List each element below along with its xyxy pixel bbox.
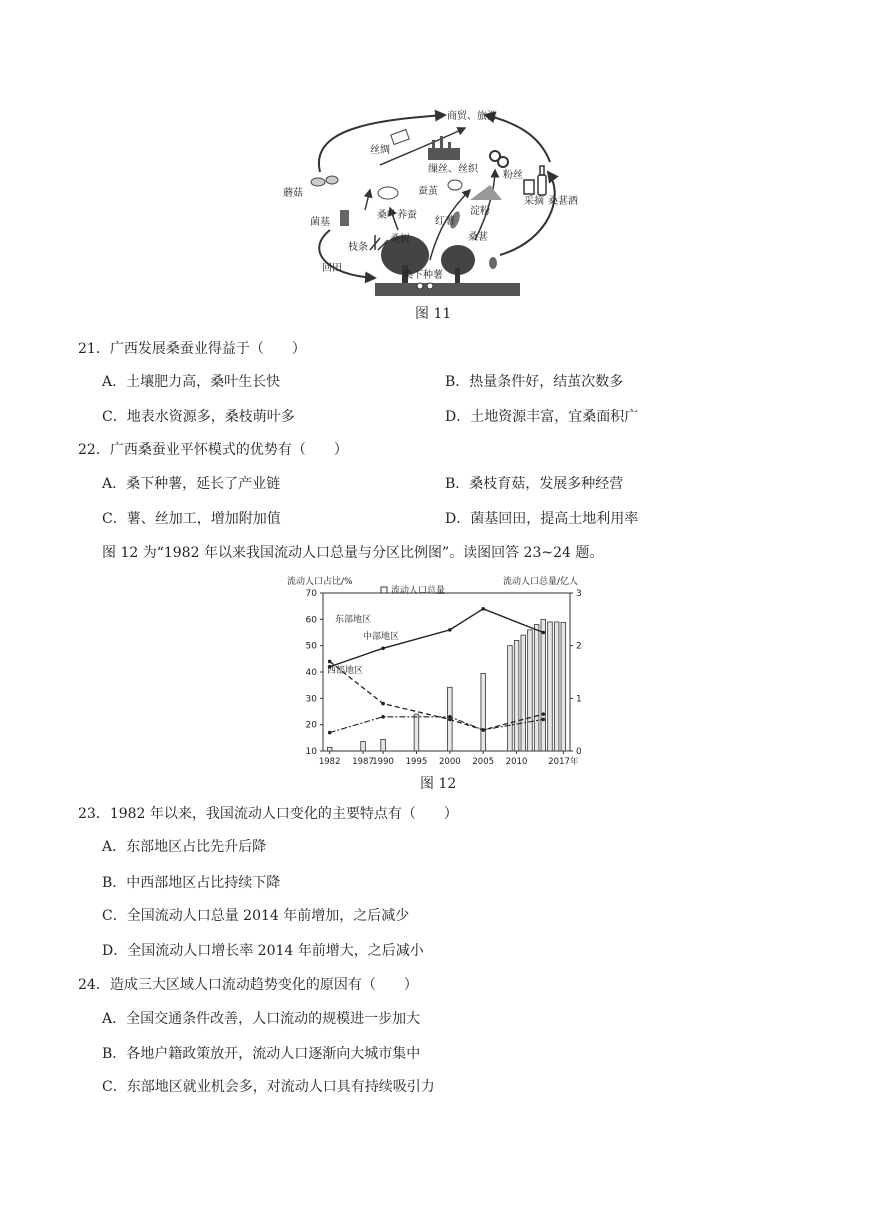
series-point-1 [328, 660, 332, 664]
bar-total-2005 [481, 674, 486, 751]
q24-option-c: C．东部地区就业机会多，对流动人口具有持续吸引力 [102, 1079, 435, 1095]
left-axis-title: 流动人口占比/% [287, 577, 353, 587]
bar-total-2009 [508, 646, 513, 751]
label-silk-cloth: 丝绸 [370, 145, 390, 156]
series-label-1: 中部地区 [363, 632, 400, 642]
q21-option-c: C．地表水资源多，桑枝萌叶多 [102, 409, 295, 425]
series-point-1 [541, 712, 545, 716]
left-tick-label: 30 [305, 694, 317, 705]
q21-option-b: B．热量条件好，结茧次数多 [445, 374, 624, 390]
bar-total-2010 [514, 640, 519, 751]
series-label-2: 西部地区 [327, 666, 364, 676]
q22-stem: 22．广西桑蚕业平怀模式的优势有（ ） [78, 442, 348, 458]
label-starch: 淀粉 [470, 206, 490, 217]
label-branch: 枝条 [348, 242, 368, 253]
right-axis-title: 流动人口总量/亿人 [503, 577, 579, 587]
x-tick-label: 2000 [439, 757, 461, 767]
silkworm-icon [378, 187, 398, 199]
series-point-0 [381, 647, 385, 651]
vermicelli-icon [490, 151, 508, 167]
series-point-0 [541, 631, 545, 635]
x-tick-label: 1982 [318, 757, 341, 767]
bar-total-2015 [548, 622, 553, 751]
right-tick-label: 0 [576, 747, 582, 757]
q23-option-b: B．中西部地区占比持续下降 [102, 875, 281, 891]
x-tick-label: 2010 [505, 757, 528, 767]
series-point-0 [481, 607, 485, 611]
fungus-base-icon [340, 210, 349, 226]
label-fungus-base: 菌基 [310, 217, 330, 228]
bar-total-2016 [554, 622, 559, 751]
x-tick-label: 2017年 [548, 757, 579, 767]
q23-stem: 23．1982 年以来，我国流动人口变化的主要特点有（ ） [78, 806, 458, 822]
q21-option-d: D．土地资源丰富，宜桑面积广 [445, 409, 639, 425]
mulberry-fruit-tree-icon [441, 245, 475, 283]
figure-11-diagram [280, 100, 600, 300]
q22-option-c: C．薯、丝加工，增加附加值 [102, 511, 281, 527]
label-mulberry-fruit: 桑葚 [468, 232, 488, 243]
bar-total-2011 [521, 635, 526, 751]
label-leaf-silkworm: 桑叶养蚕 [377, 210, 417, 221]
series-point-0 [448, 628, 452, 632]
left-tick-label: 60 [305, 615, 317, 626]
x-tick-label: 2005 [472, 757, 495, 767]
bar-total-2017 [561, 622, 566, 751]
series-point-2 [448, 715, 452, 719]
starch-icon [470, 185, 502, 200]
series-point-2 [541, 718, 545, 722]
right-tick-label: 3 [576, 589, 582, 599]
x-tick-label: 1987 [352, 757, 374, 767]
series-point-1 [381, 702, 385, 706]
figure-12-intro: 图 12 为“1982 年以来我国流动人口总量与分区比例图”。读图回答 23~24 题。 [102, 545, 604, 561]
q22-option-d: D．菌基回田，提高土地利用率 [445, 511, 639, 527]
label-reel-weave: 缫丝、丝织 [428, 164, 478, 175]
label-mulberry-wine: 桑葚酒 [548, 196, 578, 207]
label-trade: 商贸、旅游 [447, 111, 497, 122]
left-tick-label: 40 [305, 668, 317, 678]
left-tick-label: 20 [305, 720, 317, 731]
q24-stem: 24．造成三大区域人口流动趋势变化的原因有（ ） [78, 977, 418, 993]
label-mushroom: 蘑菇 [283, 188, 303, 199]
bar-total-1990 [381, 739, 386, 751]
legend-label: 流动人口总量 [391, 586, 446, 596]
q21-stem: 21．广西发展桑蚕业得益于（ ） [78, 341, 306, 357]
left-tick-label: 50 [305, 641, 317, 652]
label-vermicelli: 粉丝 [503, 170, 523, 181]
series-point-2 [481, 728, 485, 732]
bar-total-1995 [414, 714, 419, 751]
label-sweet-potato: 红薯 [435, 216, 455, 227]
label-under-tree: 桑下种薯 [403, 270, 443, 281]
q23-option-c: C．全国流动人口总量 2014 年前增加，之后减少 [102, 908, 410, 924]
figure-11-caption: 图 11 [415, 306, 452, 322]
left-tick-label: 10 [305, 747, 317, 757]
figure-12-chart [285, 573, 605, 768]
label-mulberry-tree: 桑树 [390, 234, 410, 245]
q22-option-a: A．桑下种薯，延长了产业链 [102, 476, 281, 492]
label-picking: 采摘 [524, 196, 544, 207]
bar-total-1982 [327, 747, 332, 751]
series-label-0: 东部地区 [335, 615, 372, 625]
figure-12-caption: 图 12 [420, 776, 457, 792]
right-tick-label: 1 [576, 694, 582, 705]
mushroom-icon [311, 176, 338, 186]
series-point-2 [328, 731, 332, 735]
q23-option-a: A．东部地区占比先升后降 [102, 839, 267, 855]
bar-total-2012 [528, 630, 533, 751]
left-tick-label: 70 [305, 589, 317, 599]
legend-swatch [381, 587, 387, 593]
q24-option-b: B．各地户籍政策放开，流动人口逐渐向大城市集中 [102, 1046, 421, 1062]
bar-total-2014 [541, 619, 546, 751]
label-cocoon: 蚕茧 [418, 186, 438, 197]
q23-option-d: D．全国流动人口增长率 2014 年前增大，之后减小 [102, 943, 424, 959]
factory-icon [428, 136, 460, 160]
q21-option-a: A．土壤肥力高，桑叶生长快 [102, 374, 281, 390]
q24-option-a: A．全国交通条件改善，人口流动的规模进一步加大 [102, 1011, 421, 1027]
wine-bottle-icon [524, 166, 546, 195]
mulberry-fruit-icon [489, 257, 497, 269]
q22-option-b: B．桑枝育菇，发展多种经营 [445, 476, 624, 492]
series-point-2 [381, 715, 385, 719]
x-tick-label: 1990 [372, 757, 394, 767]
label-return-field: 回田 [322, 263, 342, 274]
silk-cloth-icon [391, 130, 409, 145]
bar-total-2013 [534, 625, 539, 751]
bar-total-1987 [361, 742, 366, 751]
cocoon-icon [448, 180, 462, 190]
x-tick-label: 1995 [405, 757, 428, 767]
right-tick-label: 2 [576, 641, 582, 652]
